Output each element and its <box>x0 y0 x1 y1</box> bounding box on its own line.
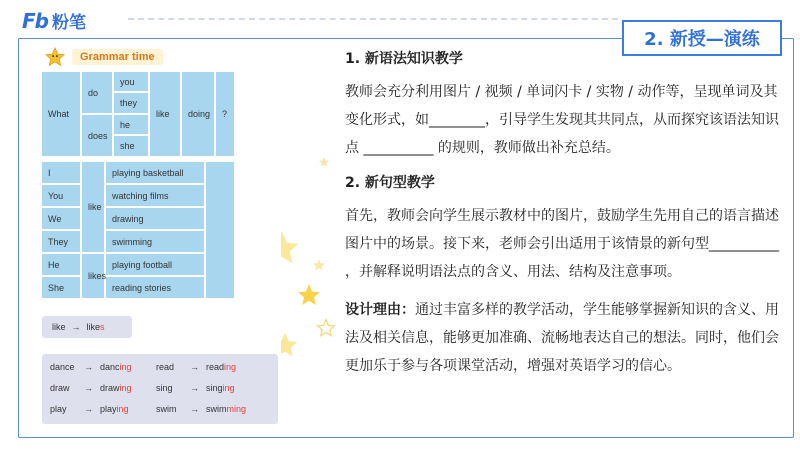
arrow-icon: → <box>190 362 199 372</box>
rule-base: dance <box>50 362 75 372</box>
table-cell: you <box>114 72 148 91</box>
arrow-icon: → <box>84 362 93 372</box>
heading-grammar: 1. 新语法知识教学 <box>345 51 463 67</box>
ing-rule-row <box>50 362 236 372</box>
table-cell: she <box>114 136 148 156</box>
paragraph-grammar: 教师会充分利用图片 / 视频 / 单词闪卡 / 实物 / 动作等，呈现单词及其变化形式，如________，引导学生发现其共同点，从而探究该语法知识点 __________ 的规则，教师做出补充总结。 <box>345 84 779 156</box>
table-cell: She <box>42 277 80 298</box>
rule-base: like <box>52 322 66 332</box>
ing-rule-row <box>50 404 246 414</box>
rule-base: swim <box>156 404 177 414</box>
reason-label: 设计理由： <box>345 302 415 318</box>
table-cell: reading stories <box>106 277 204 298</box>
arrow-icon: → <box>84 383 93 393</box>
table-cell: swimming <box>106 231 204 252</box>
heading-sentence: 2. 新句型教学 <box>345 175 435 191</box>
table-cell <box>206 162 234 298</box>
table-cell: I <box>42 162 80 183</box>
table-cell: he <box>114 115 148 134</box>
table-cell: playing football <box>106 254 204 275</box>
star-decoration-icon <box>312 258 326 272</box>
rule-stem: like <box>86 322 101 332</box>
reason-text: 通过丰富多样的教学活动，学生能够掌握新知识的含义、用法及相关信息，能够更加准确、流畅地表达自己的想法。同时，他们会更加乐于参与各项课堂活动，增强对英语学习的信心。 <box>345 302 779 374</box>
rule-suffix: ing <box>224 362 237 372</box>
rule-stem: draw <box>100 383 120 393</box>
table-cell: watching films <box>106 185 204 206</box>
table-cell: drawing <box>106 208 204 229</box>
rule-stem: swim <box>206 404 227 414</box>
arrow-icon: → <box>190 383 199 393</box>
rule-stem: danc <box>100 362 120 372</box>
rule-stem: read <box>206 362 225 372</box>
brand-logo <box>22 8 86 33</box>
star-decoration-icon <box>296 282 322 308</box>
table-cell: do <box>82 72 112 113</box>
table-cell: does <box>82 115 112 156</box>
table-cell: they <box>114 93 148 113</box>
header-divider <box>128 18 618 20</box>
rule-suffix: ing <box>119 362 132 372</box>
paragraph-reason <box>345 296 785 380</box>
arrow-icon: → <box>190 404 199 414</box>
table-cell: like <box>150 72 180 156</box>
logo-name: 粉笔 <box>51 13 86 33</box>
table-cell: We <box>42 208 80 229</box>
table-cell: He <box>42 254 80 275</box>
rule-stem: play <box>100 404 117 414</box>
star-decoration-icon <box>318 156 330 168</box>
table-cell: What <box>42 72 80 156</box>
rule-suffix: s <box>100 322 105 332</box>
table-cell: playing basketball <box>106 162 204 183</box>
rule-suffix: ing <box>119 383 132 393</box>
arrow-icon: → <box>71 322 81 332</box>
ing-rules-box <box>42 354 278 424</box>
rule-suffix: ing <box>116 404 129 414</box>
table-cell: like <box>82 162 104 252</box>
table-cell: ? <box>216 72 234 156</box>
lesson-content <box>345 48 785 390</box>
rule-suffix: ming <box>226 404 247 414</box>
grammar-time-header <box>42 46 163 68</box>
table-cell: likes <box>82 254 104 298</box>
arrow-icon: → <box>84 404 93 414</box>
table-cell: They <box>42 231 80 252</box>
statement-table <box>42 162 278 302</box>
table-cell: doing <box>182 72 214 156</box>
paragraph-sentence: 首先，教师会向学生展示教材中的图片，鼓励学生先用自己的语言描述图片中的场景。接下来，老师会引出适用于该情景的新句型__________ ，并解释说明语法点的含义、用法、结构及注意事项。 <box>345 208 779 280</box>
rule-base: sing <box>156 383 173 393</box>
star-mascot-icon <box>42 46 68 68</box>
logo-mark: Fb <box>22 8 48 33</box>
rule-stem: sing <box>206 383 223 393</box>
textbook-excerpt <box>36 44 281 429</box>
section-title: 2. 新授—演练 <box>622 20 782 56</box>
likes-rule-box <box>42 316 132 338</box>
table-cell: You <box>42 185 80 206</box>
rule-base: read <box>156 362 175 372</box>
ing-rule-row <box>50 383 235 393</box>
grammar-time-badge: Grammar time <box>72 49 163 65</box>
rule-base: draw <box>50 383 70 393</box>
star-decoration-icon <box>316 318 336 338</box>
rule-suffix: ing <box>222 383 235 393</box>
rule-base: play <box>50 404 67 414</box>
